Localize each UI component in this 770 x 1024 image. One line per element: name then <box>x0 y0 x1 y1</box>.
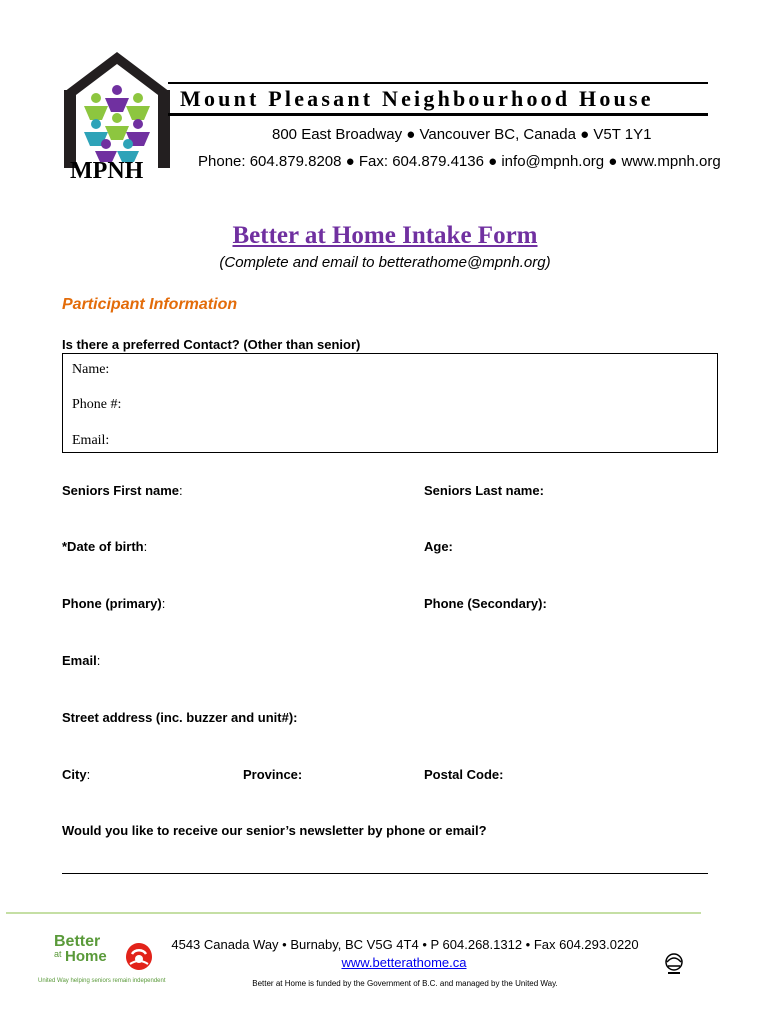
postal-label: Postal Code: <box>424 767 504 782</box>
phone-secondary-field[interactable] <box>424 596 547 611</box>
contact-box[interactable] <box>62 353 718 453</box>
first-name-colon: : <box>179 483 183 498</box>
section-title: Participant Information <box>62 296 238 313</box>
phone-primary-label: Phone (primary) <box>62 596 162 611</box>
phone-primary-field[interactable] <box>62 596 165 611</box>
newsletter-question: Would you like to receive our senior’s newsletter by phone or email? <box>62 823 487 838</box>
first-name-label: Seniors First name <box>62 483 180 498</box>
dob-field[interactable] <box>62 539 147 554</box>
city-label: City <box>62 767 87 782</box>
logo-home: Home <box>65 948 107 965</box>
age-label: Age: <box>424 539 453 554</box>
better-at-home-tagline: United Way helping seniors remain independent <box>38 978 166 984</box>
footer-divider <box>6 912 701 914</box>
footer-address: 4543 Canada Way • Burnaby, BC V5G 4T4 • P 604.268.1312 • Fax 604.293.0220 <box>171 937 639 952</box>
header-rule-bottom <box>168 113 708 116</box>
footer-funding: Better at Home is funded by the Government of B.C. and managed by the United Way. <box>252 979 558 988</box>
header-rule-top <box>168 82 708 84</box>
postal-field[interactable] <box>424 767 503 782</box>
last-name-field[interactable] <box>424 483 544 498</box>
newsletter-answer-line[interactable] <box>62 873 708 874</box>
contact-email-label: Email: <box>72 433 110 448</box>
org-name: Mount Pleasant Neighbourhood House <box>180 86 654 111</box>
logo-at: at <box>54 949 62 959</box>
email-field[interactable] <box>62 653 100 668</box>
city-field[interactable] <box>62 767 90 782</box>
footer-website-link[interactable]: www.betterathome.ca <box>341 955 467 970</box>
form-subtitle: (Complete and email to betterathome@mpnh.org) <box>219 254 551 271</box>
org-contact: Phone: 604.879.8208 ● Fax: 604.879.4136 ● info@mpnh.org ● www.mpnh.org <box>198 153 721 170</box>
contact-question: Is there a preferred Contact? (Other than senior) <box>62 337 361 352</box>
first-name-field[interactable] <box>62 483 183 498</box>
logo-text: MPNH <box>70 158 144 184</box>
street-label: Street address (inc. buzzer and unit#): <box>62 710 298 725</box>
dob-label: *Date of birth <box>62 539 144 554</box>
dob-colon: : <box>143 539 148 554</box>
logo-better: Better <box>54 933 101 950</box>
last-name-label: Seniors Last name: <box>424 483 544 498</box>
form-title: Better at Home Intake Form <box>232 222 538 249</box>
street-field[interactable] <box>62 710 298 725</box>
email-label: Email <box>62 653 97 668</box>
age-field[interactable] <box>424 539 453 554</box>
phone-secondary-label: Phone (Secondary): <box>424 596 547 611</box>
org-address: 800 East Broadway ● Vancouver BC, Canada ● V5T 1Y1 <box>272 126 652 143</box>
province-label: Province: <box>243 767 303 782</box>
phone-primary-colon: : <box>161 596 166 611</box>
city-colon: : <box>86 767 91 782</box>
contact-phone-label: Phone #: <box>72 397 122 412</box>
email-colon: : <box>96 653 101 668</box>
contact-name-label: Name: <box>72 362 110 377</box>
province-field[interactable] <box>243 767 302 782</box>
bc-sun-icon <box>664 952 684 976</box>
